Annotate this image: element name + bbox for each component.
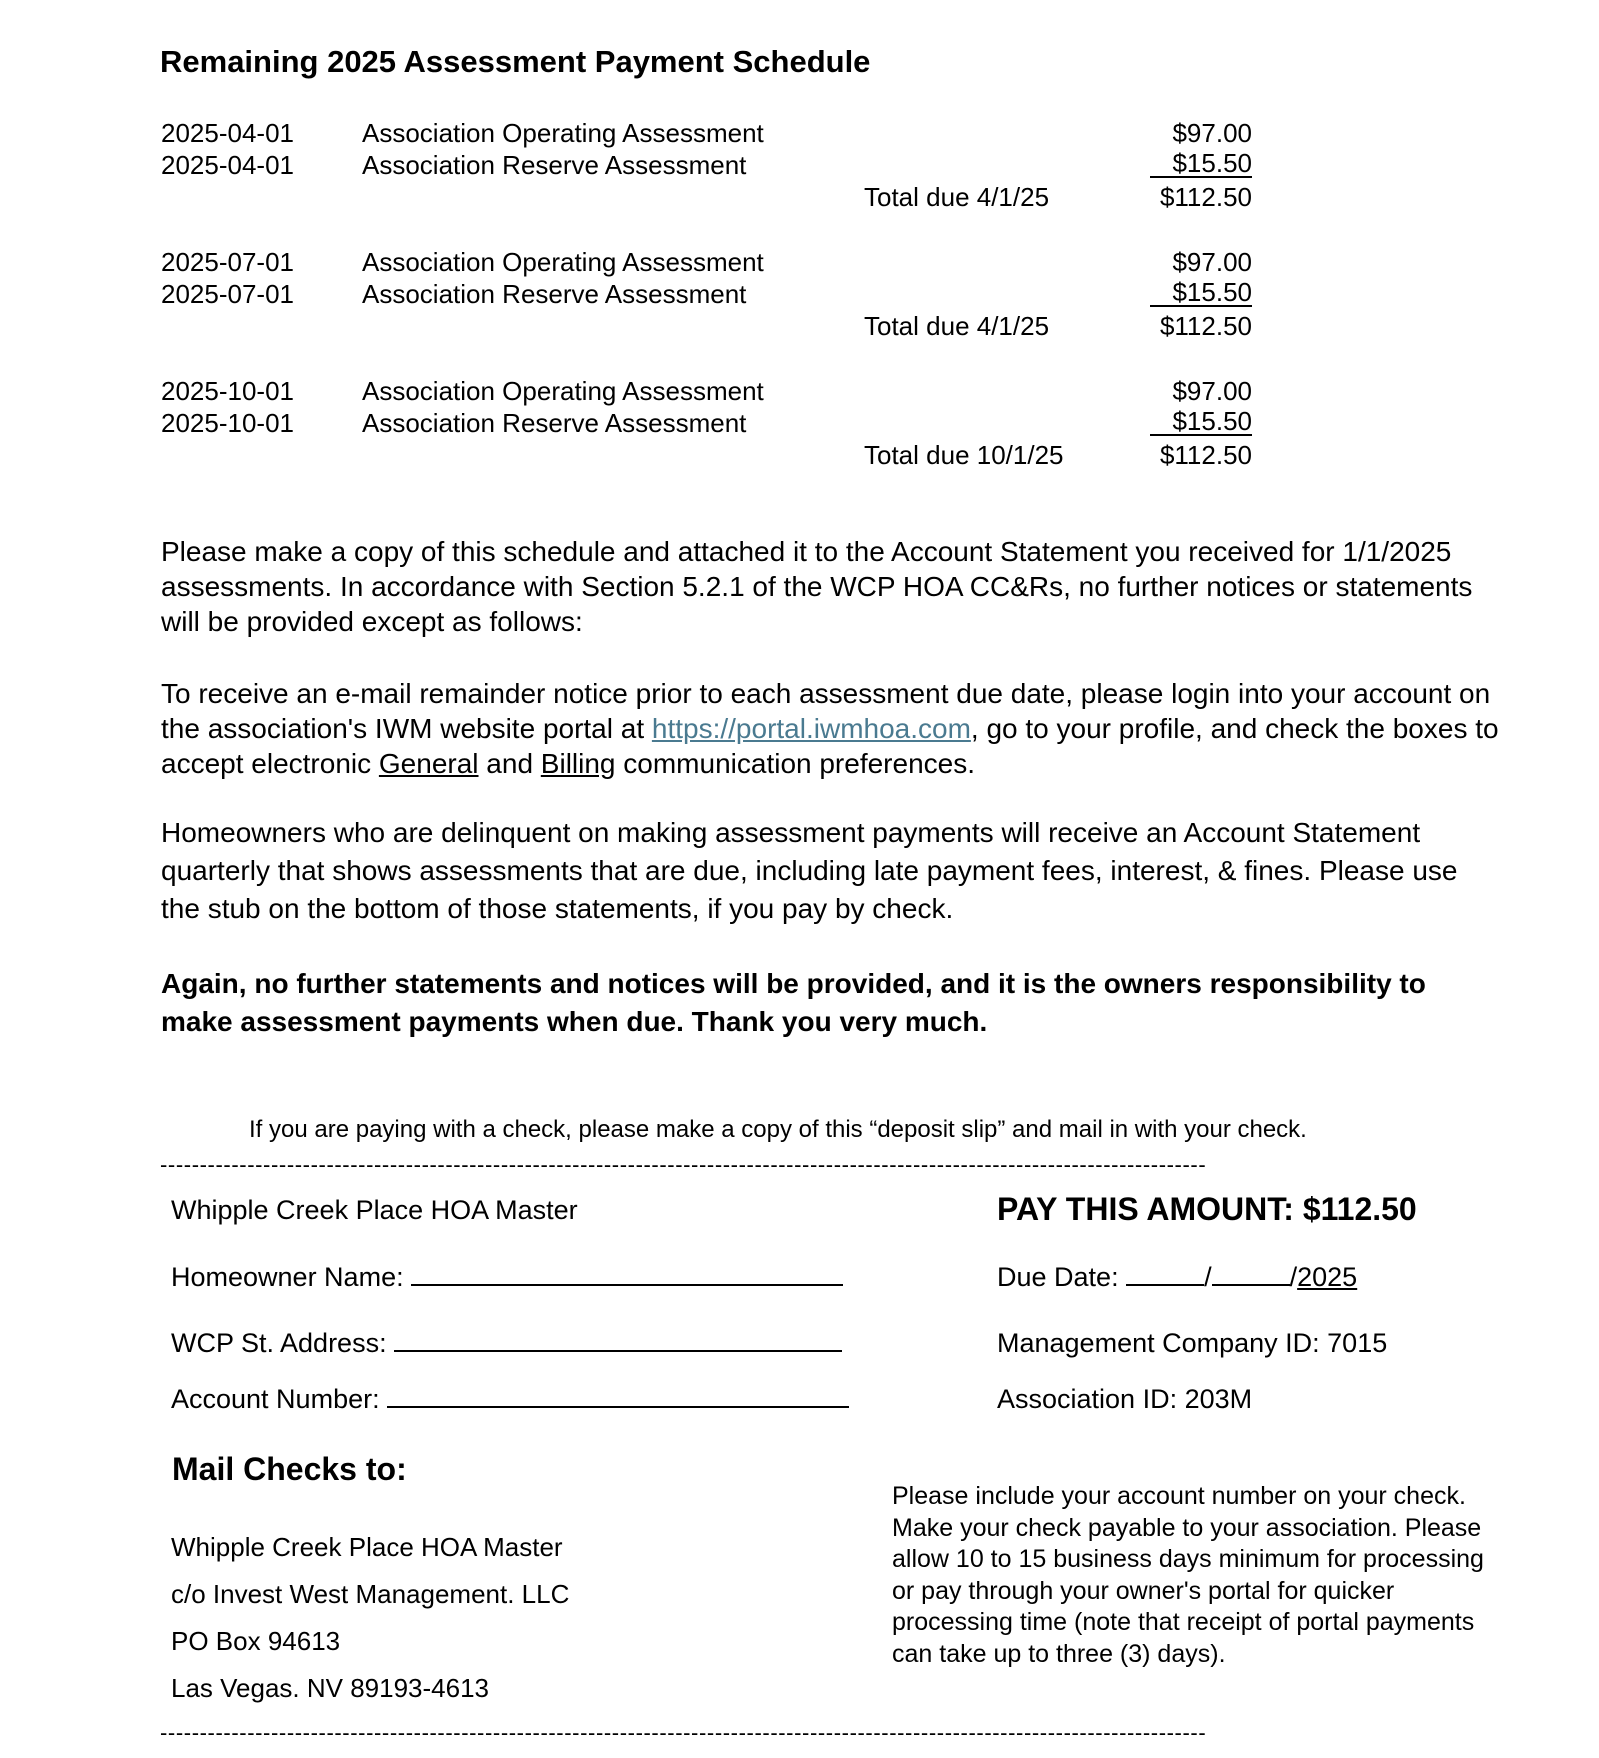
- address-line: Las Vegas. NV 89193-4613: [171, 1673, 490, 1703]
- due-date-separator: /: [1289, 1262, 1298, 1292]
- payment-description: Association Operating Assessment: [362, 376, 764, 406]
- payment-instructions: Please include your account number on your check. Make your check payable to your association. Please allow 10 to 15 business days minimum for processing or pay through your owner's portal for quicker processing time (note that receipt of portal payments can take up to three (3) days).: [892, 1482, 1484, 1668]
- email-reminder-text: communication preferences.: [615, 748, 976, 779]
- payment-date: 2025-04-01: [161, 118, 294, 148]
- payment-description: Association Reserve Assessment: [362, 408, 747, 438]
- total-label: Total due 4/1/25: [864, 182, 1050, 212]
- reminder-bold-paragraph: Again, no further statements and notices will be provided, and it is the owners responsibility to make assessment payments when due. Thank you very much.: [161, 968, 1426, 1037]
- payment-amount: $97.00: [1172, 376, 1252, 406]
- total-amount: $112.50: [1159, 311, 1252, 341]
- total-label: Total due 10/1/25: [864, 440, 1064, 470]
- payment-date: 2025-07-01: [161, 247, 294, 277]
- billing-preference-text: Billing: [540, 748, 616, 779]
- due-date-separator: /: [1204, 1262, 1212, 1292]
- email-reminder-text: , go to your profile, and check the boxes to accept electronic: [161, 713, 1499, 779]
- email-reminder-text: and: [478, 748, 541, 779]
- total-amount: $112.50: [1159, 182, 1252, 212]
- cut-line-top: ------------------------------------------------------------------------------------------------------------------------------------: [160, 1152, 1207, 1177]
- association-name: Whipple Creek Place HOA Master: [171, 1195, 578, 1225]
- homeowner-name-blank: [411, 1262, 843, 1286]
- address-line: Whipple Creek Place HOA Master: [171, 1532, 563, 1562]
- pay-amount: PAY THIS AMOUNT: $112.50: [997, 1191, 1417, 1227]
- copy-instructions-paragraph: Please make a copy of this schedule and attached it to the Account Statement you received for 1/1/2025 assessments. In accordance with Section 5.2.1 of the WCP HOA CC&Rs, no further notices or statements will be provided except as follows:: [161, 536, 1473, 637]
- account-number-field: [171, 1384, 849, 1415]
- association-id: Association ID: 203M: [997, 1384, 1253, 1414]
- homeowner-name-field: [171, 1262, 843, 1293]
- street-address-blank: [394, 1328, 842, 1352]
- payment-amount: $97.00: [1172, 247, 1252, 277]
- due-month-blank: [1126, 1262, 1204, 1286]
- payment-date: 2025-04-01: [161, 150, 294, 180]
- payment-description: Association Operating Assessment: [362, 118, 764, 148]
- payment-date: 2025-10-01: [161, 408, 294, 438]
- due-date-field: [997, 1262, 1379, 1293]
- street-address-field: [171, 1328, 842, 1359]
- account-number-label: Account Number:: [171, 1384, 380, 1414]
- payment-amount: $15.50: [1150, 279, 1252, 307]
- payment-date: 2025-10-01: [161, 376, 294, 406]
- payment-amount: $15.50: [1150, 408, 1252, 436]
- account-number-blank: [387, 1384, 849, 1408]
- payment-description: Association Operating Assessment: [362, 247, 764, 277]
- total-amount: $112.50: [1159, 440, 1252, 470]
- due-date-label: Due Date:: [997, 1262, 1119, 1292]
- portal-link[interactable]: https://portal.iwmhoa.com: [651, 713, 971, 744]
- payment-amount: $15.50: [1150, 150, 1252, 178]
- payment-description: Association Reserve Assessment: [362, 279, 747, 309]
- payment-description: Association Reserve Assessment: [362, 150, 747, 180]
- deposit-slip-note: If you are paying with a check, please make a copy of this “deposit slip” and mail in with your check.: [249, 1116, 1307, 1143]
- mail-checks-heading: Mail Checks to:: [172, 1451, 407, 1487]
- delinquent-paragraph: Homeowners who are delinquent on making assessment payments will receive an Account Statement quarterly that shows assessments that are due, including late payment fees, interest, & fines. Please use the stub on the bottom of those statements, if you pay by check.: [161, 817, 1458, 924]
- email-reminder-text: To receive an e-mail remainder notice prior to each assessment due date, please login into your account on the association's IWM website portal at: [161, 678, 1491, 744]
- email-reminder-paragraph: [161, 676, 1501, 781]
- page-title: Remaining 2025 Assessment Payment Schedule: [160, 44, 871, 79]
- address-line: c/o Invest West Management. LLC: [171, 1579, 570, 1609]
- due-year: 2025: [1297, 1262, 1358, 1292]
- due-day-blank: [1212, 1262, 1290, 1286]
- management-company-id: Management Company ID: 7015: [997, 1328, 1388, 1358]
- total-label: Total due 4/1/25: [864, 311, 1050, 341]
- general-preference-text: General: [378, 748, 479, 779]
- street-address-label: WCP St. Address:: [171, 1328, 387, 1358]
- homeowner-name-label: Homeowner Name:: [171, 1262, 404, 1292]
- address-line: PO Box 94613: [171, 1626, 341, 1656]
- payment-date: 2025-07-01: [161, 279, 294, 309]
- payment-amount: $97.00: [1172, 118, 1252, 148]
- cut-line-bottom: ------------------------------------------------------------------------------------------------------------------------------------: [160, 1720, 1207, 1745]
